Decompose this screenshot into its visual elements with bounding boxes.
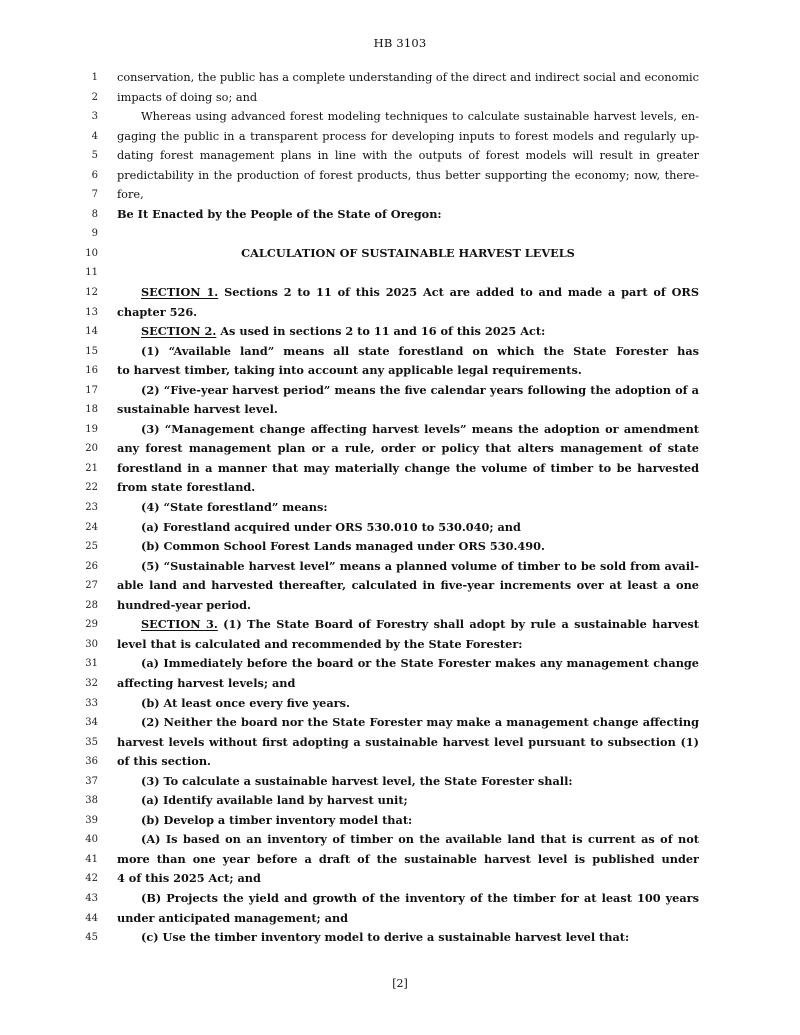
line-number: 1 (91, 72, 98, 83)
document-line (0, 909, 800, 929)
document-line (0, 420, 800, 440)
line-text: dating forest management plans in line with the outputs of forest models will result in greater (117, 149, 699, 163)
document-line (0, 596, 800, 616)
line-text: more than one year before a draft of the sustainable harvest level is published under (117, 851, 699, 866)
line-number: 6 (91, 169, 98, 181)
line-number: 23 (85, 502, 98, 514)
line-number: 9 (91, 228, 98, 240)
section-text: (1) The State Board of Forestry shall adopt by rule a sustainable harvest (217, 617, 699, 632)
line-number: 27 (85, 580, 98, 592)
document-line (0, 850, 800, 870)
document-line (0, 713, 800, 733)
line-text (117, 283, 699, 303)
line-text (117, 615, 699, 635)
line-text: (B) Projects the yield and growth of the inventory of the timber for at least 100 years (141, 890, 699, 905)
document-line (0, 459, 800, 479)
document-line (0, 283, 800, 303)
line-number: 22 (85, 482, 98, 494)
line-text: affecting harvest levels; and (117, 675, 296, 690)
section-heading: SECTION 3. (141, 617, 218, 632)
document-line (0, 674, 800, 694)
document-line (0, 381, 800, 401)
line-number: 41 (85, 853, 98, 865)
line-number: 33 (85, 697, 98, 709)
document-line (0, 224, 800, 244)
line-text: (1) “Available land” means all state forestland on which the State Forester has (141, 343, 699, 358)
line-number: 43 (85, 892, 98, 904)
document-line (0, 928, 800, 948)
document-line (0, 557, 800, 577)
document-line (0, 127, 800, 147)
line-text: sustainable harvest level. (117, 402, 278, 417)
line-text: any forest management plan or a rule, order or policy that alters management of state (117, 441, 699, 456)
line-number: 10 (85, 247, 98, 259)
line-number: 39 (85, 814, 98, 826)
line-number: 36 (85, 756, 98, 768)
line-text: (3) To calculate a sustainable harvest level, the State Forester shall: (141, 773, 573, 788)
section-heading: SECTION 2. (141, 324, 217, 339)
document-line (0, 146, 800, 166)
document-line (0, 830, 800, 850)
line-text: impacts of doing so; and (117, 90, 258, 104)
line-number: 12 (85, 287, 98, 299)
document-line (0, 439, 800, 459)
line-number: 28 (85, 599, 98, 611)
document-line (0, 88, 800, 108)
line-text: harvest levels without first adopting a sustainable harvest level pursuant to subsection (1) (117, 734, 699, 749)
document-line (0, 694, 800, 714)
line-text: able land and harvested thereafter, calculated in five-year increments over at least a one (117, 578, 699, 593)
document-line (0, 576, 800, 596)
line-text: to harvest timber, taking into account any applicable legal requirements. (117, 363, 582, 378)
line-number: 7 (91, 189, 98, 201)
line-text: (b) At least once every five years. (141, 695, 350, 710)
document-line (0, 68, 800, 88)
line-text: fore, (117, 188, 144, 202)
line-text: (b) Develop a timber inventory model that: (141, 812, 413, 827)
section-text: Sections 2 to 11 of this 2025 Act are added to and made a part of ORS (218, 285, 699, 300)
document-line (0, 889, 800, 909)
line-text: (4) “State forestland” means: (141, 500, 328, 515)
line-number: 44 (85, 912, 98, 924)
line-text: (b) Common School Forest Lands managed under ORS 530.490. (141, 539, 545, 554)
line-text (117, 322, 699, 342)
document-line (0, 537, 800, 557)
line-number: 35 (85, 736, 98, 748)
line-number: 13 (85, 306, 98, 318)
document-line (0, 185, 800, 205)
line-text: (5) “Sustainable harvest level” means a planned volume of timber to be sold from avail- (141, 558, 699, 573)
line-number: 32 (85, 677, 98, 689)
line-text: from state forestland. (117, 480, 256, 495)
line-text: predictability in the production of forest products, thus better supporting the economy; now, there- (117, 168, 699, 182)
line-number: 31 (85, 658, 98, 670)
document-line (0, 811, 800, 831)
line-number: 29 (85, 619, 98, 631)
page-header: HB 3103 (373, 36, 427, 50)
line-text: Whereas using advanced forest modeling techniques to calculate sustainable harvest levels, en- (141, 110, 699, 124)
line-text: (2) Neither the board nor the State Forester may make a management change affecting (141, 715, 699, 730)
line-number: 40 (85, 834, 98, 846)
line-text: level that is calculated and recommended by the State Forester: (117, 636, 523, 651)
document-line (0, 752, 800, 772)
line-number: 30 (85, 638, 98, 650)
line-number: 34 (85, 717, 98, 729)
line-text: (a) Immediately before the board or the State Forester makes any management change (141, 656, 699, 671)
line-text: (a) Forestland acquired under ORS 530.010 to 530.040; and (141, 519, 521, 534)
line-number: 15 (85, 345, 98, 357)
line-number: 38 (85, 795, 98, 807)
line-number: 16 (85, 365, 98, 377)
line-text: CALCULATION OF SUSTAINABLE HARVEST LEVELS (241, 245, 575, 260)
document-body (0, 68, 800, 948)
line-text: (a) Identify available land by harvest unit; (141, 793, 408, 808)
line-number: 18 (85, 404, 98, 416)
line-number: 21 (85, 462, 98, 474)
document-line (0, 635, 800, 655)
document-line (0, 733, 800, 753)
section-text: As used in sections 2 to 11 and 16 of this 2025 Act: (216, 324, 546, 339)
line-number: 5 (91, 150, 98, 162)
line-number: 20 (85, 443, 98, 455)
document-line (0, 205, 800, 225)
line-number: 45 (85, 932, 98, 944)
line-text: Be It Enacted by the People of the State of Oregon: (117, 206, 442, 221)
line-text: forestland in a manner that may materially change the volume of timber to be harvested (117, 460, 699, 475)
line-text (117, 263, 699, 283)
line-text: chapter 526. (117, 304, 198, 319)
line-text: 4 of this 2025 Act; and (117, 871, 261, 886)
line-number: 26 (85, 560, 98, 572)
document-line (0, 361, 800, 381)
line-number: 25 (85, 541, 98, 553)
line-number: 37 (85, 775, 98, 787)
line-number: 42 (85, 873, 98, 885)
document-line (0, 107, 800, 127)
line-text: (A) Is based on an inventory of timber on the available land that is current as of not (141, 832, 699, 847)
document-line (0, 518, 800, 538)
document-line (0, 303, 800, 323)
line-text: of this section. (117, 754, 211, 769)
line-number: 24 (85, 521, 98, 533)
line-text: (2) “Five-year harvest period” means the five calendar years following the adoption of a (141, 382, 699, 397)
document-line (0, 869, 800, 889)
line-number: 4 (91, 130, 98, 142)
document-line (0, 772, 800, 792)
line-number: 19 (85, 423, 98, 435)
document-line (0, 400, 800, 420)
line-number: 11 (85, 267, 98, 279)
line-text: gaging the public in a transparent process for developing inputs to forest models and regularly up- (117, 129, 699, 143)
line-text: conservation, the public has a complete understanding of the direct and indirect social and economic (117, 71, 699, 84)
document-line (0, 322, 800, 342)
document-line (0, 342, 800, 362)
line-number: 8 (91, 208, 98, 220)
document-line (0, 478, 800, 498)
document-line (0, 166, 800, 186)
document-line (0, 263, 800, 283)
page-number: [2] (392, 977, 408, 990)
document-line (0, 654, 800, 674)
line-number: 3 (91, 111, 98, 123)
line-text: hundred-year period. (117, 597, 251, 612)
line-number: 14 (85, 326, 98, 338)
line-text: (c) Use the timber inventory model to derive a sustainable harvest level that: (141, 930, 630, 945)
line-text (117, 224, 699, 244)
document-line (0, 615, 800, 635)
section-heading: SECTION 1. (141, 285, 219, 300)
line-number: 17 (85, 384, 98, 396)
document-line (0, 791, 800, 811)
line-text: under anticipated management; and (117, 910, 349, 925)
line-number: 2 (91, 91, 98, 103)
document-line (0, 244, 800, 264)
document-line (0, 498, 800, 518)
line-text: (3) “Management change affecting harvest levels” means the adoption or amendment (141, 421, 699, 436)
